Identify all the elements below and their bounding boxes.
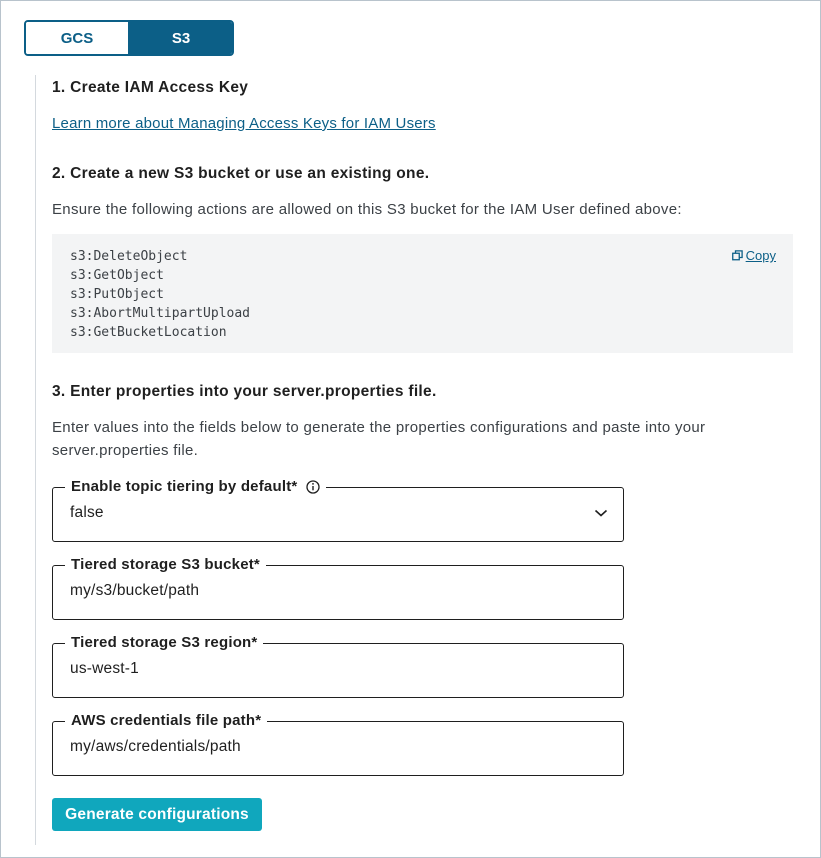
topic-tiering-select[interactable] <box>52 478 624 542</box>
code-line: s3:DeleteObject <box>70 249 188 264</box>
step-1-title: 1. Create IAM Access Key <box>52 79 249 96</box>
topic-tiering-label: Enable topic tiering by default* <box>71 478 298 495</box>
code-line: s3:AbortMultipartUpload <box>70 306 251 321</box>
s3-region-field <box>52 634 624 698</box>
chevron-down-icon <box>594 508 608 518</box>
s3-bucket-input[interactable] <box>70 582 570 600</box>
step-2-description: Ensure the following actions are allowed on this S3 bucket for the IAM User defined above: <box>52 201 682 218</box>
tab-s3[interactable]: S3 <box>128 22 232 54</box>
tab-gcs[interactable]: GCS <box>26 22 128 54</box>
copy-label: Copy <box>745 248 776 263</box>
topic-tiering-label-wrap <box>65 477 326 497</box>
aws-credentials-label: AWS credentials file path* <box>65 711 267 731</box>
info-icon[interactable] <box>306 480 320 494</box>
code-line: s3:GetBucketLocation <box>70 325 227 340</box>
s3-instructions <box>35 75 796 845</box>
managing-access-keys-link[interactable]: Learn more about Managing Access Keys for IAM Users <box>52 115 436 132</box>
generate-configurations-button[interactable]: Generate configurations <box>52 798 262 831</box>
aws-credentials-input[interactable] <box>70 738 570 756</box>
copy-icon <box>732 250 743 261</box>
code-line: s3:GetObject <box>70 268 164 283</box>
step-3-description: Enter values into the fields below to generate the properties configurations and paste into your server.properties file. <box>52 419 706 459</box>
step-3-title: 3. Enter properties into your server.properties file. <box>52 383 437 400</box>
s3-actions-code-block <box>52 234 793 353</box>
s3-actions-list <box>70 247 250 342</box>
s3-bucket-label: Tiered storage S3 bucket* <box>65 555 266 575</box>
aws-credentials-field <box>52 712 624 776</box>
storage-provider-toggle <box>24 20 234 56</box>
s3-bucket-field <box>52 556 624 620</box>
copy-button[interactable] <box>732 248 776 263</box>
s3-region-label: Tiered storage S3 region* <box>65 633 263 653</box>
code-line: s3:PutObject <box>70 287 164 302</box>
topic-tiering-value: false <box>70 504 104 521</box>
s3-region-input[interactable] <box>70 660 570 678</box>
step-2-title: 2. Create a new S3 bucket or use an existing one. <box>52 165 430 182</box>
